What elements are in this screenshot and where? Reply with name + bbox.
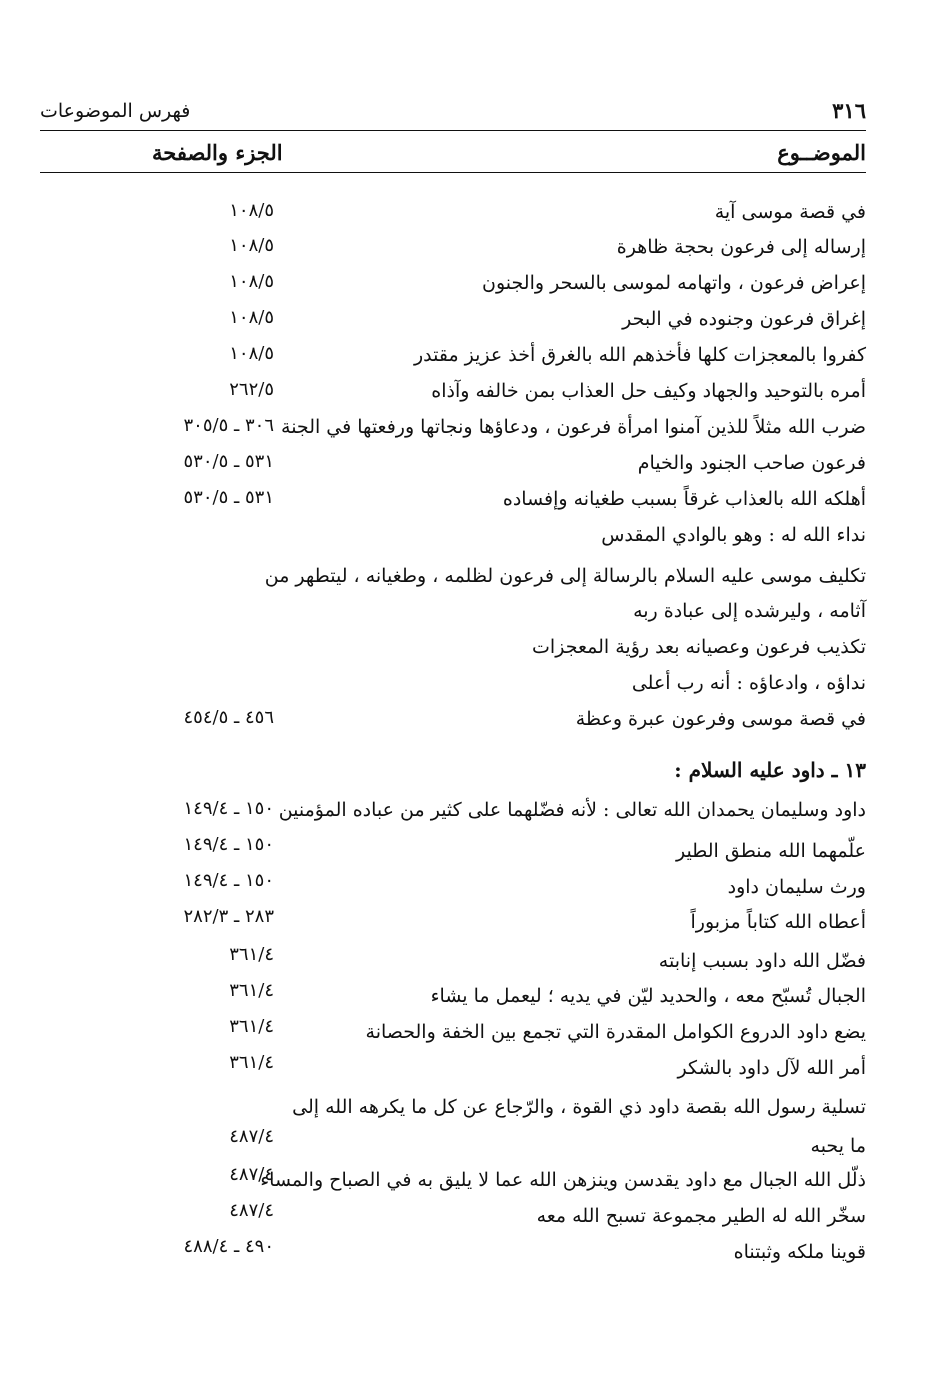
page-reference: ١٠٨/٥ xyxy=(229,307,274,328)
topic-line: فضّل الله داود بسبب إنابته xyxy=(658,950,866,972)
page-reference: ١٥٠ ـ ١٤٩/٤ xyxy=(183,798,274,819)
page-reference: ٣٠٦ ـ ٣٠٥/٥ xyxy=(183,415,274,436)
page-reference: ٣٦١/٤ xyxy=(229,980,274,1001)
page-reference: ٤٨٧/٤ xyxy=(229,1126,274,1147)
section-heading: ١٣ ـ داود عليه السلام : xyxy=(674,758,866,782)
topic-line: تسلية رسول الله بقصة داود ذي القوة ، والرّجاع عن كل ما يكرهه الله إلى xyxy=(292,1096,866,1118)
reference-column-header: الجزء والصفحة xyxy=(152,140,283,165)
topic-line: فرعون صاحب الجنود والخيام xyxy=(637,452,866,474)
topic-line: في قصة موسى آية xyxy=(714,201,866,223)
topic-line: ذلّل الله الجبال مع داود يقدسن وينزهن الله عما لا يليق به في الصباح والمساء xyxy=(260,1169,866,1191)
page-number: ٣١٦ xyxy=(832,98,866,123)
topic-line: نداؤه ، وادعاؤه : أنه رب أعلى xyxy=(631,672,866,694)
topic-line: ضرب الله مثلاً للذين آمنوا امرأة فرعون ، ودعاؤها ونجاتها ورفعتها في الجنة xyxy=(281,416,866,438)
page-reference: ١٠٨/٥ xyxy=(229,235,274,256)
topic-line: ورث سليمان داود xyxy=(727,876,866,898)
topic-line: إرساله إلى فرعون بحجة ظاهرة xyxy=(616,236,866,258)
page-reference: ٣٦١/٤ xyxy=(229,944,274,965)
page-reference: ١٥٠ ـ ١٤٩/٤ xyxy=(183,870,274,891)
running-title: فهرس الموضوعات xyxy=(40,100,191,122)
topic-line: علّمهما الله منطق الطير xyxy=(675,840,866,862)
page-reference: ١٠٨/٥ xyxy=(229,271,274,292)
topic-line: داود وسليمان يحمدان الله تعالى : لأنه فضّلهما على كثير من عباده المؤمنين xyxy=(278,799,866,821)
topic-line: أمره بالتوحيد والجهاد وكيف حل العذاب بمن خالفه وآذاه xyxy=(431,380,866,402)
topic-line: قوينا ملكه وثبتناه xyxy=(733,1241,866,1263)
topic-line: في قصة موسى وفرعون عبرة وعظة xyxy=(575,708,866,730)
page-reference: ١٠٨/٥ xyxy=(229,200,274,221)
topic-line: إغراق فرعون وجنوده في البحر xyxy=(622,308,866,330)
topic-line: يضع داود الدروع الكوامل المقدرة التي تجمع بين الخفة والحصانة xyxy=(365,1021,866,1043)
topic-line: الجبال تُسبّح معه ، والحديد ليّن في يديه ؛ ليعمل ما يشاء xyxy=(430,985,866,1007)
page-reference: ١٥٠ ـ ١٤٩/٤ xyxy=(183,834,274,855)
topic-line: تكليف موسى عليه السلام بالرسالة إلى فرعون لظلمه ، وطغيانه ، ليتطهر من xyxy=(264,565,866,587)
topic-line: إعراض فرعون ، واتهامه لموسى بالسحر والجنون xyxy=(482,272,866,294)
topic-line: ما يحبه xyxy=(810,1135,866,1157)
page-reference: ٤٨٧/٤ xyxy=(229,1164,274,1185)
page-reference: ٢٦٢/٥ xyxy=(229,379,274,400)
topic-line: كفروا بالمعجزات كلها فأخذهم الله بالغرق أخذ عزيز مقتدر xyxy=(413,344,866,366)
page-reference: ٤٨٧/٤ xyxy=(229,1200,274,1221)
topic-line: أمر الله لآل داود بالشكر xyxy=(677,1057,866,1079)
page-reference: ١٠٨/٥ xyxy=(229,343,274,364)
topic-line: أهلكه الله بالعذاب غرقاً بسبب طغيانه وإفساده xyxy=(502,488,866,510)
topic-line: نداء الله له : وهو بالوادي المقدس xyxy=(601,524,866,546)
topic-line: تكذيب فرعون وعصيانه بعد رؤية المعجزات xyxy=(532,636,866,658)
page-reference: ٤٥٦ ـ ٤٥٤/٥ xyxy=(183,707,274,728)
page-reference: ٢٨٣ ـ ٢٨٢/٣ xyxy=(183,906,274,927)
topic-column-header: الموضــوع xyxy=(777,140,866,165)
page-reference: ٥٣١ ـ ٥٣٠/٥ xyxy=(183,487,274,508)
page-reference: ٣٦١/٤ xyxy=(229,1016,274,1037)
topic-line: أعطاه الله كتاباً مزبوراً xyxy=(690,911,866,933)
page-reference: ٣٦١/٤ xyxy=(229,1052,274,1073)
topic-line: آثامه ، وليرشده إلى عبادة ربه xyxy=(633,600,866,622)
page-reference: ٤٩٠ ـ ٤٨٨/٤ xyxy=(183,1236,274,1257)
topic-line: سخّر الله له الطير مجموعة تسبح الله معه xyxy=(536,1205,866,1227)
page-reference: ٥٣١ ـ ٥٣٠/٥ xyxy=(183,451,274,472)
